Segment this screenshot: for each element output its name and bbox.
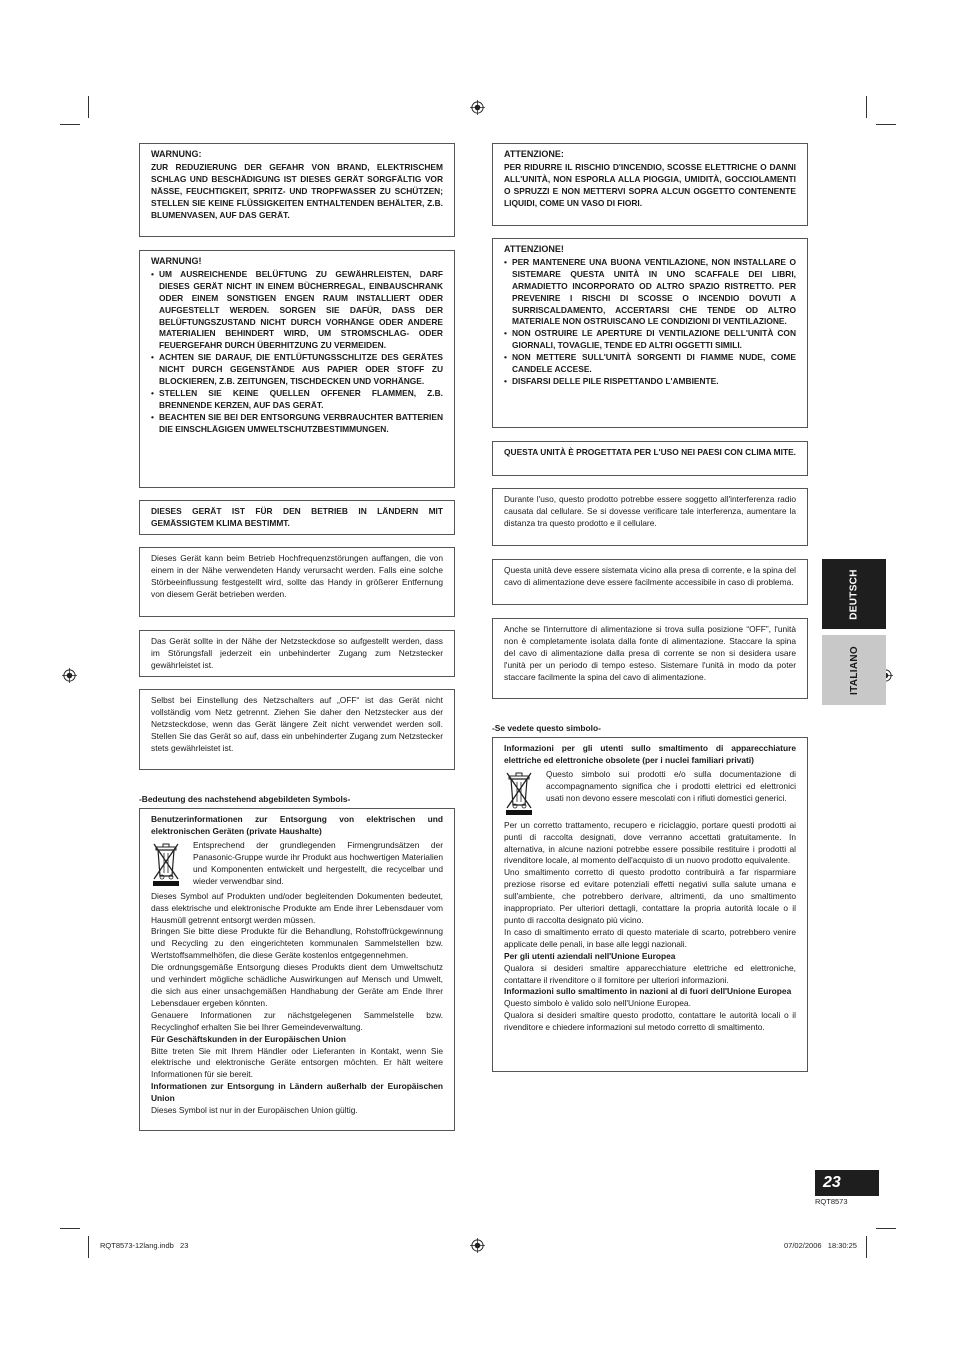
- registration-mark-icon: [62, 668, 77, 683]
- de-warning-ventilation: [139, 250, 455, 488]
- de-interference-note: [139, 547, 455, 617]
- paragraph: Genauere Informationen zur nächstgelegenen Sammelstelle bzw. Recyclinghof erhalten Sie bei Ihrer Gemeindeverwaltung.: [151, 1009, 443, 1032]
- it-disposal-title: Informazioni per gli utenti sullo smaltimento di apparecchiature elettriche ed elettroniche obsolete (per i nuclei familiari privati): [504, 743, 796, 765]
- paragraph: Qualora si desideri smaltire questo prodotto, contattare le autorità locali o il rivenditore e chiedere informazioni sul metodo corretto di smaltimento.: [504, 1010, 796, 1033]
- de-disposal-title: Benutzerinformationen zur Entsorgung von elektrischen und elektronischen Geräten (private Haushalte): [151, 814, 443, 836]
- paragraph: In caso di smaltimento errato di questo materiale di scarto, potrebbero venire applicate delle penali, in base alle leggi nazionali.: [504, 926, 796, 949]
- page-number: 23: [815, 1170, 879, 1196]
- list-item: • NON METTERE SULL'UNITÀ SORGENTI DI FIAMME NUDE, COME CANDELE ACCESE.: [504, 352, 796, 376]
- de-warning2-title: WARNUNG!: [151, 256, 202, 266]
- crossed-bin-icon: [504, 769, 538, 819]
- list-item: • NON OSTRUIRE LE APERTURE DI VENTILAZIONE DELL'UNITÀ CON GIORNALI, TOVAGLIE, TENDE ED ALTRI OGGETTI SIMILI.: [504, 328, 796, 352]
- crop-mark: [876, 124, 896, 125]
- it-attention-text: PER RIDURRE IL RISCHIO D'INCENDIO, SCOSSE ELETTRICHE O DANNI ALL'UNITÀ, NON ESPORLA ALLA PIOGGIA, UMIDITÀ, GOCCIOLAMENTI O SPRUZZI E NON METTERVI SOPRA ALCUN OGGETTO CONTENENTE LIQUIDI, COME UN VASO DI FIORI.: [504, 161, 796, 208]
- de-symbol-label: -Bedeutung des nachstehend abgebildeten Symbols-: [139, 794, 351, 804]
- de-warning-title: WARNUNG:: [151, 149, 202, 159]
- tab-italiano-label: ITALIANO: [848, 645, 860, 695]
- tab-deutsch-label: DEUTSCH: [848, 568, 860, 620]
- it-attention-moisture: [492, 143, 808, 226]
- paragraph: Qualora si desideri smaltire apparecchiature elettriche ed elettroniche, contattare il rivenditore o il fornitore per ulteriori informazioni.: [504, 962, 796, 985]
- it-symbol-label: -Se vedete questo simbolo-: [492, 723, 601, 733]
- list-item: • DISFARSI DELLE PILE RISPETTANDO L'AMBIENTE.: [504, 376, 796, 388]
- registration-mark-icon: [470, 1238, 485, 1253]
- it-socket-text: Questa unità deve essere sistemata vicino alla presa di corrente, e la spina del cavo di alimentazione deve essere facilmente accessibile in caso di problema.: [504, 565, 796, 587]
- it-interference-text: Durante l'uso, questo prodotto potrebbe essere soggetto all'interferenza radio causata dal cellulare. Se si dovesse verificare tale interferenza, aumentare la distanza tra questo prodotto e il cellulare.: [504, 494, 796, 528]
- crop-mark: [866, 1236, 867, 1258]
- de-climate-text: DIESES GERÄT IST FÜR DEN BETRIEB IN LÄNDERN MIT GEMÄSSIGTEM KLIMA BESTIMMT.: [151, 506, 443, 528]
- crop-mark: [60, 124, 80, 125]
- document-code: RQT8573: [815, 1197, 848, 1206]
- subheading: Per gli utenti aziendali nell'Unione Europea: [504, 950, 676, 961]
- crop-mark: [866, 96, 867, 118]
- crop-mark: [88, 1236, 89, 1258]
- list-item: • BEACHTEN SIE BEI DER ENTSORGUNG VERBRAUCHTER BATTERIEN DIE EINSCHLÄGIGEN UMWELTSCHUTZBESTIMMUNGEN.: [151, 412, 443, 436]
- de-interference-text: Dieses Gerät kann beim Betrieb Hochfrequenzstörungen auffangen, die von einem in der Nähe verwendeten Handy verursacht werden. Falls eine solche Störbeeinflussung festgestellt wird, sollte das Handy in größerer Entfernung von diesem Gerät betrieben werden.: [151, 553, 443, 599]
- paragraph: Per un corretto trattamento, recupero e riciclaggio, portare questi prodotti ai punti di raccolta designati, dove verranno accettati gratuitamente. In alternativa, in alcune nazioni potrebbe essere possibile restituire i prodotti al rivenditore locale, al momento dell'acquisto di un nuovo prodotto equivalente.: [504, 819, 796, 866]
- de-warning-moisture: [139, 143, 455, 237]
- paragraph: Die ordnungsgemäße Entsorgung dieses Produkts dient dem Umweltschutz und verhindert mögliche schädliche Auswirkungen auf Mensch und Umwelt, die sich aus einer unsachgemäßen Handhabung der Geräte am Ende Ihrer Lebensdauer ergeben könnten.: [151, 962, 443, 1008]
- crop-mark: [88, 96, 89, 118]
- paragraph: Dieses Symbol auf Produkten und/oder begleitenden Dokumenten bedeutet, dass elektrische und elektronische Produkte am Ende ihrer Lebensdauer vom Hausmüll getrennt entsorgt werden müssen.: [151, 890, 443, 925]
- de-socket-note: [139, 630, 455, 677]
- tab-deutsch[interactable]: [822, 559, 886, 629]
- crop-mark: [876, 1228, 896, 1229]
- it-climate-text: QUESTA UNITÀ È PROGETTATA PER L'USO NEI PAESI CON CLIMA MITE.: [504, 447, 797, 457]
- de-climate-note: [139, 500, 455, 535]
- list-item: • ACHTEN SIE DARAUF, DIE ENTLÜFTUNGSSCHLITZE DES GERÄTES NICHT DURCH GEGENSTÄNDE AUS PAPIER ODER STOFF ZU BLOCKIEREN, Z.B. ZEITUNGEN, TISCHDECKEN UND VORHÄNGE.: [151, 352, 443, 388]
- it-attention2-title: ATTENZIONE!: [504, 244, 564, 254]
- list-item: • PER MANTENERE UNA BUONA VENTILAZIONE, NON INSTALLARE O SISTEMARE QUESTA UNITÀ IN UNO SCAFFALE DEI LIBRI, ARMADIETTO INCORPORATO OD ALTRO SPAZIO RISTRETTO. PER PREVENIRE I RISCHI DI SCOSSE O INCENDIO DOVUTI A SURRISCALDAMENTO, ACCERTARSI CHE TENDE OD ALTRO MATERIALE NON OSTRUISCANO LE CONDIZIONI DI VENTILAZIONE.: [504, 257, 796, 328]
- it-switch-note: [492, 618, 808, 699]
- paragraph: Dieses Symbol ist nur in der Europäischen Union gültig.: [151, 1105, 358, 1116]
- paragraph: Uno smaltimento corretto di questo prodotto contribuirà a far risparmiare preziose risorse ed evitare potenziali effetti negativi sulla salute umana e sull'ambiente, che potrebbero derivare, altrimenti, da uno smaltimento inappropriato. Per ulteriori dettagli, contattare la propria autorità locale o il punto di raccolta designato più vicino.: [504, 867, 796, 925]
- de-switch-text: Selbst bei Einstellung des Netzschalters auf „OFF“ ist das Gerät nicht vollständig vom Netz getrennt. Ziehen Sie daher den Netzstecker aus der Netzsteckdose, wenn das Gerät längere Zeit nicht verwendet werden soll. Stellen Sie das Gerät so auf, dass ein unbehinderter Zugang zum Netzstecker stets gewährleistet ist.: [151, 695, 443, 753]
- de-disposal-bin-text: Entsprechend der grundlegenden Firmengrundsätzen der Panasonic-Gruppe wurde ihr Produkt aus hochwertigen Materialien und Komponenten entwickelt und hergestellt, die recycelbar und wieder verwendbar sind.: [193, 839, 443, 886]
- crop-mark: [60, 1228, 80, 1229]
- registration-mark-icon: [470, 100, 485, 115]
- paragraph: Bitte treten Sie mit Ihrem Händler oder Lieferanten in Kontakt, wenn Sie elektrische und elektronische Geräte entsorgen möchten. Er hält weitere Informationen für sie bereit.: [151, 1045, 443, 1080]
- de-socket-text: Das Gerät sollte in der Nähe der Netzsteckdose so aufgestellt werden, dass im Störungsfall jederzeit ein unbehinderter Zugang zum Netzstecker gewährleistet ist.: [151, 636, 443, 670]
- it-attention-title: ATTENZIONE:: [504, 149, 564, 159]
- it-attention-ventilation: [492, 238, 808, 428]
- subheading: Informationen zur Entsorgung in Ländern außerhalb der Europäischen Union: [151, 1081, 443, 1104]
- subheading: Informazioni sullo smaltimento in nazioni al di fuori dell'Unione Europea: [504, 986, 792, 997]
- de-switch-note: [139, 689, 455, 770]
- subheading: Für Geschäftskunden in der Europäischen Union: [151, 1033, 346, 1044]
- list-item: • STELLEN SIE KEINE QUELLEN OFFENER FLAMMEN, Z.B. BRENNENDE KERZEN, AUF DAS GERÄT.: [151, 388, 443, 412]
- de-warning-text: ZUR REDUZIERUNG DER GEFAHR VON BRAND, ELEKTRISCHEM SCHLAG UND BESCHÄDIGUNG IST DIESES GERÄT SORGFÄLTIG VOR NÄSSE, FEUCHTIGKEIT, SPRITZ- UND TROPFWASSER ZU SCHÜTZEN; STELLEN SIE KEINE FLÜSSIGKEITEN ENTHALTENDEN BEHÄLTER, Z.B. BLUMENVASEN, AUF DAS GERÄT.: [151, 161, 443, 220]
- it-climate-note: [492, 441, 808, 476]
- it-socket-note: [492, 559, 808, 605]
- list-item: • UM AUSREICHENDE BELÜFTUNG ZU GEWÄHRLEISTEN, DARF DIESES GERÄT NICHT IN EINEM BÜCHERREGAL, EINBAUSCHRANK ODER EINEM SONSTIGEN ENGEN RAUM INSTALLIERT ODER AUFGESTELLT WERDEN. SORGEN SIE DAFÜR, DASS DER BELÜFTUNGSZUSTAND NICHT DURCH VORHÄNGE ODER ANDERE MATERIALIEN BEHINDERT WIRD, UM STROMSCHLAG- ODER FEUERGEFAHR DURCH ÜBERHITZUNG ZU VERMEIDEN.: [151, 269, 443, 352]
- it-attention2-list: [504, 257, 796, 388]
- it-disposal-info: [492, 737, 808, 1072]
- de-warning2-list: [151, 269, 443, 436]
- crossed-bin-icon: [151, 840, 185, 890]
- paragraph: Questo simbolo è valido solo nell'Unione Europea.: [504, 998, 691, 1009]
- it-switch-text: Anche se l'interruttore di alimentazione si trova sulla posizione “OFF”, l'unità non è completamente isolata dalla fonte di alimentazione. Staccare la spina del cavo di alimentazione dalla presa di corrente se non si desidera usare l'unità per un periodo di tempo esteso. Sistemare l'unità in modo da poter staccare facilmente la spina del cavo di alimentazione.: [504, 624, 796, 682]
- paragraph: Bringen Sie bitte diese Produkte für die Behandlung, Rohstoffrückgewinnung und Recycling zu den eingerichteten kommunalen Sammelstellen bzw. Wertstoffsammelhöfen, die diese Geräte kostenlos entgegennehmen.: [151, 926, 443, 961]
- it-disposal-bin-text: Questo simbolo sui prodotti e/o sulla documentazione di accompagnamento significa che i prodotti elettrici ed elettronici usati non devono essere mescolati con i rifiuti domestici generici.: [546, 768, 796, 803]
- it-interference-note: [492, 488, 808, 546]
- footer-file: RQT8573-12lang.indb 23: [100, 1241, 189, 1250]
- de-disposal-info: [139, 808, 455, 1131]
- footer-date: 07/02/2006 18:30:25: [784, 1241, 857, 1250]
- tab-italiano[interactable]: [822, 635, 886, 705]
